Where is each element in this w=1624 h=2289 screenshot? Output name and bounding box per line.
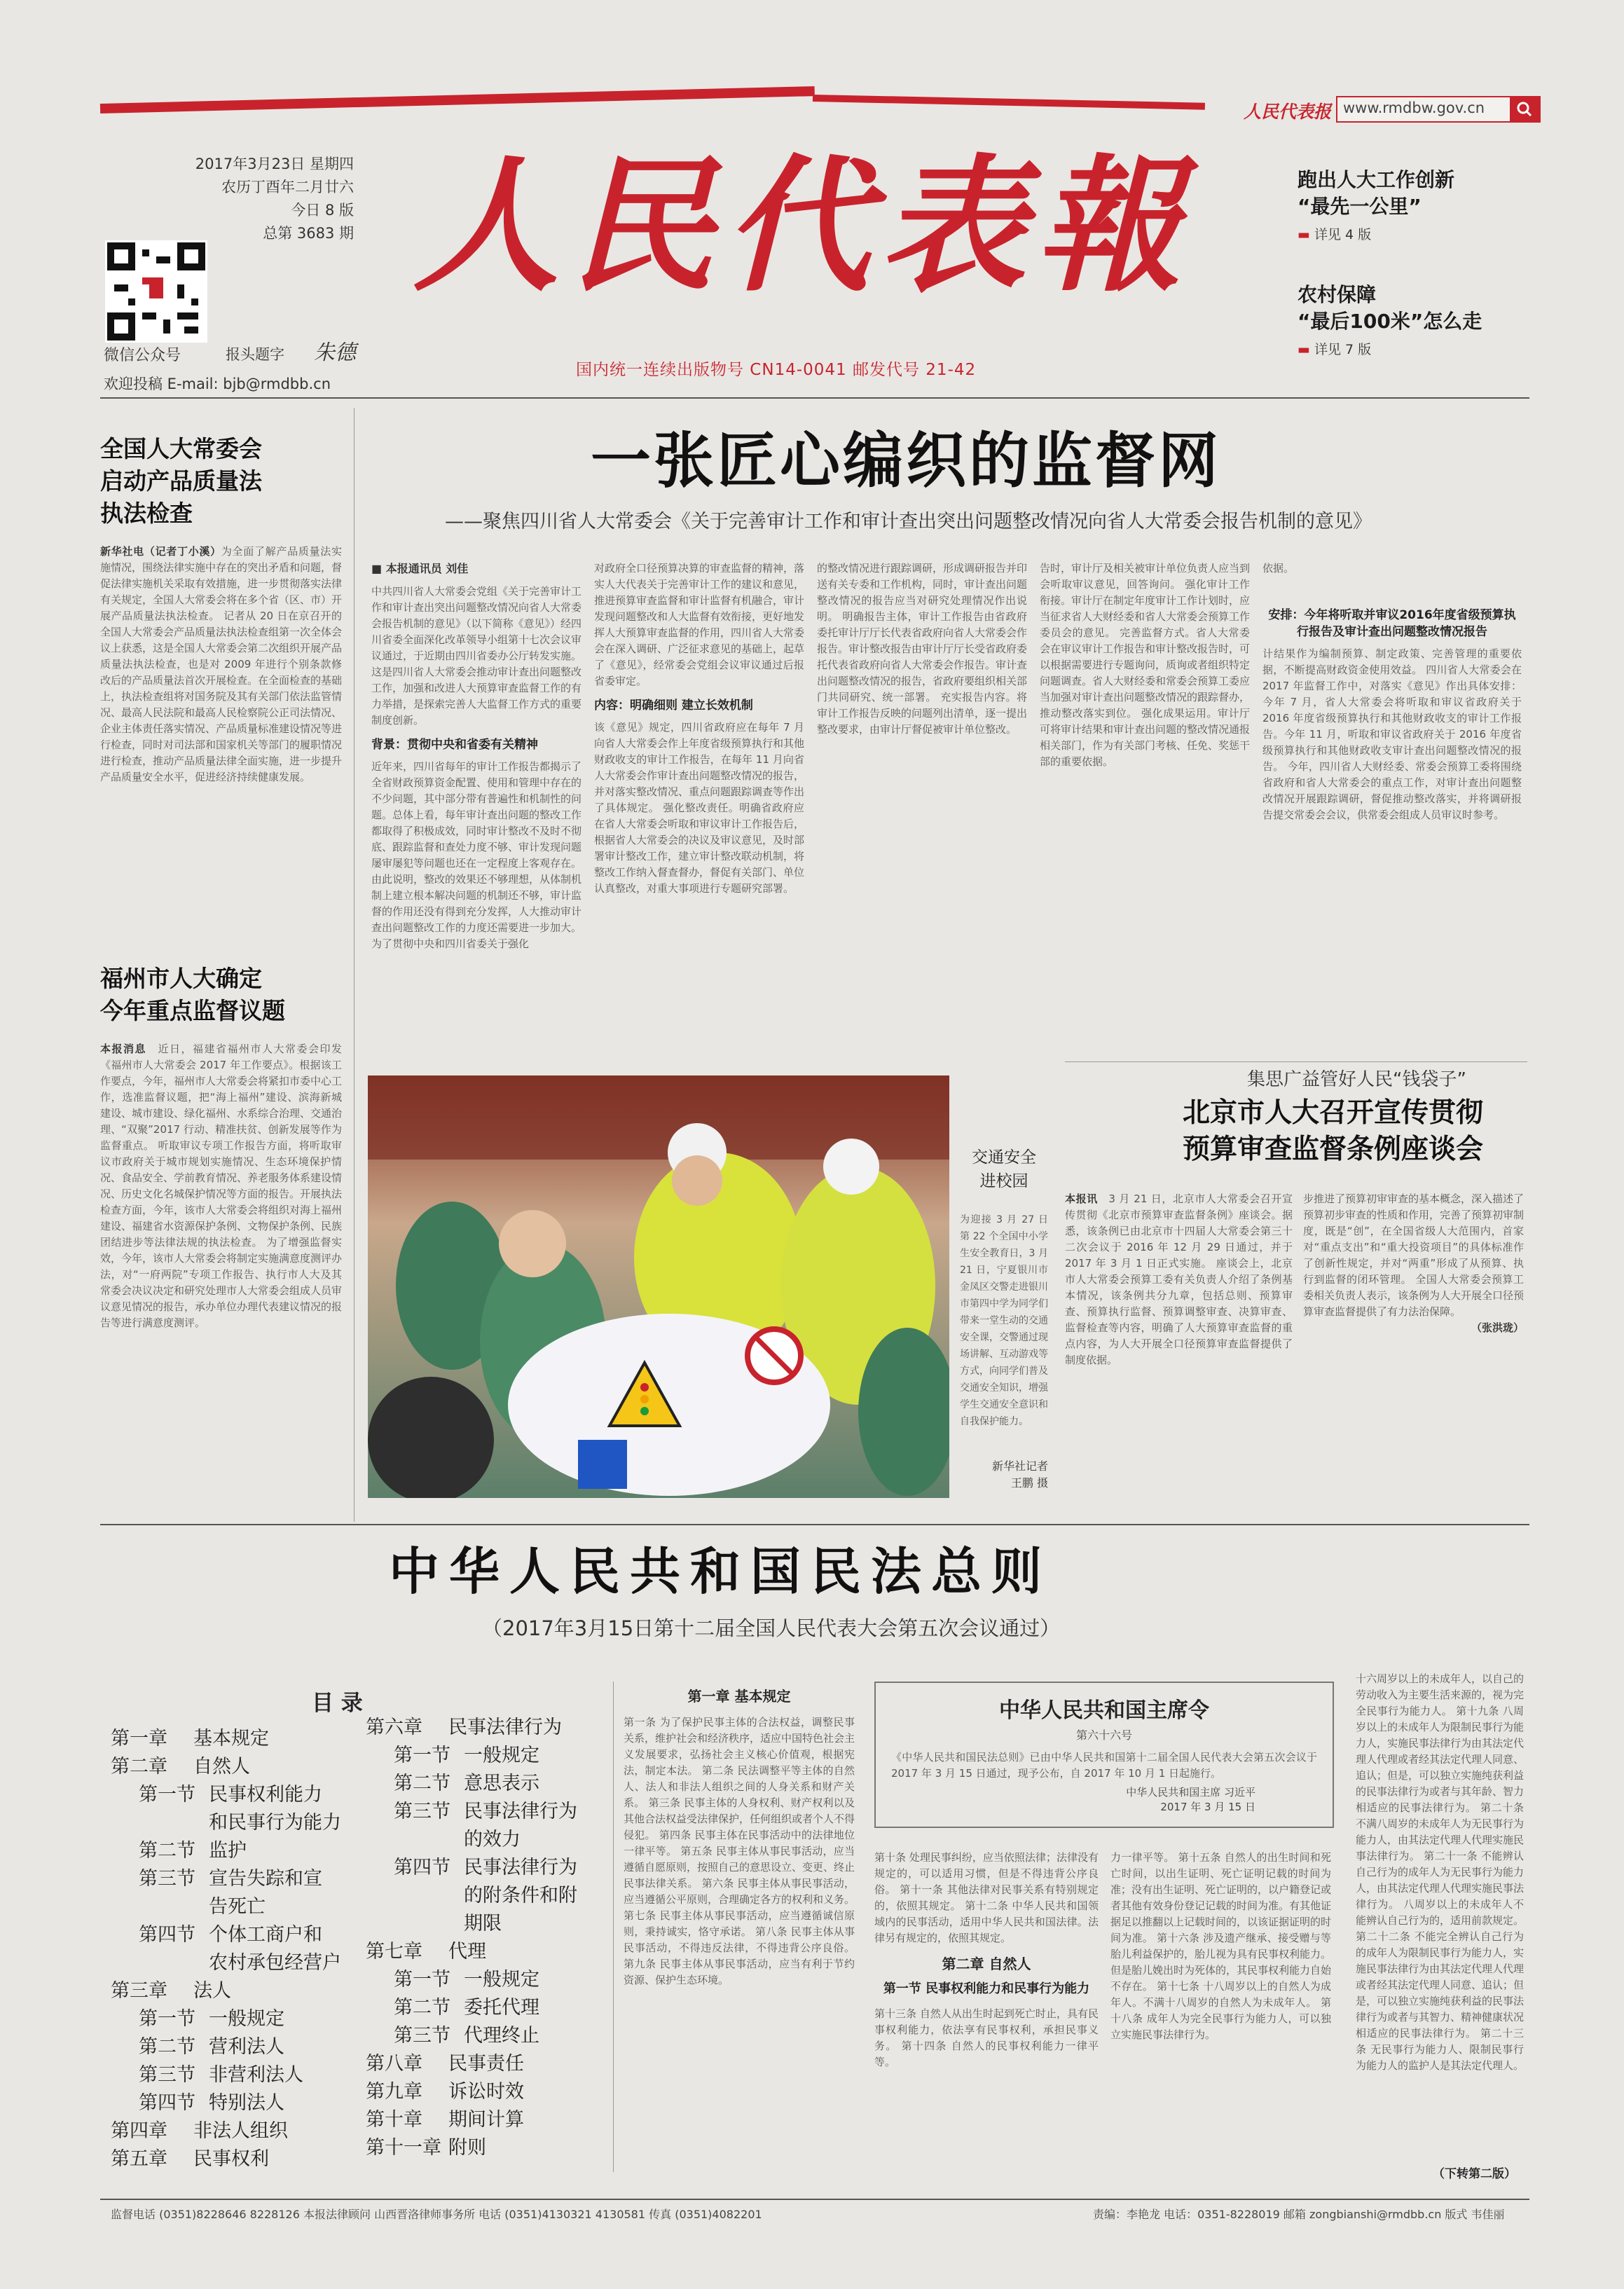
lead-col-4-text: 告时，审计厅及相关被审计单位负责人应当到会听取审议意见，回答询问。 强化审计工作衔接。审计厅在制定年度审计工作计划时，应当征求省人大财经委和省人大常委会预算工作委员会的意见。 完善监督方式。省人大常委会在审议审计工作报告和审计整改报告时，可以根据需要进行专题询问，质询或者组织特定问题调查。省人大财经委和常委会预算工委应当加强对审计查出问题整改情况的跟踪督办，推动整改落实到位。 强化成果运用。审计厅可将审计结果和审计查出问题的整改情况通报相关部门，作为有关部门考核、任免、奖惩干部的重要依据。: [1040, 562, 1250, 768]
toc-entry-title: 的附条件和附: [464, 1885, 577, 1906]
toc-entry-number: 第三节: [394, 2025, 450, 2047]
toc-entry[interactable]: [111, 1753, 349, 1781]
toc-entry-number: 第三节: [394, 1801, 450, 1822]
toc-entry[interactable]: [111, 1837, 349, 1865]
toc-entry[interactable]: [366, 1714, 604, 1742]
toc-entry-number: 第四章: [111, 2120, 167, 2142]
lead-col-1-text: 中共四川省人大常委会党组《关于完善审计工作和审计查出突出问题整改情况向省人大常委会报告机制的意见》（以下简称《意见》）经四川省委全面深化改革领导小组第十七次会议审议通过，于近期由四川省委办公厅转发实施。这是四川省人大常委会推动审计查出问题整改工作，加强和改进人大预算审查监督工作的有力举措，是探索完善人大监督工作方式的重要制度创新。: [371, 585, 582, 727]
toc-column-2: [366, 1714, 604, 2162]
presidential-order-box: [874, 1682, 1334, 1828]
lead-col-1: [371, 561, 582, 1051]
law-col-5-text: 十六周岁以上的未成年人，以自己的劳动收入为主要生活来源的，视为完全民事行为能力人。 第十九条 八周岁以上的未成年人为限制民事行为能力人，实施民事法律行为由其法定代理人代理或者经其法定代理人同意、追认；但是，可以独立实施纯获利益的民事法律行为或者与其年龄、智力相适应的民事法律行为。 第二十条 不满八周岁的未成年人为无民事行为能力人，由其法定代理人代理实施民事法律行为。 第二十一条 不能辨认自己行为的成年人为无民事行为能力人，由其法定代理人代理实施民事法律行为。 八周岁以上的未成年人不能辨认自己行为的，适用前款规定。 第二十二条 不能完全辨认自己行为的成年人为限制民事行为能力人，实施民事法律行为由其法定代理人代理或者经其法定代理人同意、追认；但是，可以独立实施纯获利益的民事法律行为或者与其智力、精神健康状况相适应的民事法律行为。 第二十三条 无民事行为能力人、限制民事行为能力人的监护人是其法定代理人。: [1356, 1672, 1524, 2072]
toc-entry-title: 非营利法人: [209, 2064, 303, 2086]
law-subtitle: （2017年3月15日第十二届全国人民代表大会第五次会议通过）: [482, 1616, 1061, 1640]
masthead-divider: [100, 397, 1529, 399]
toc-entry-title: 个体工商户和: [209, 1924, 322, 1946]
toc-entry-number: 第四节: [139, 2092, 195, 2114]
wechat-qr-code[interactable]: [105, 240, 207, 343]
chapter-1-heading: 第一章 基本规定: [687, 1689, 791, 1705]
toc-entry-title: 民事法律行为: [464, 1801, 577, 1822]
law-col-5: [1356, 1671, 1524, 2161]
lead-subsection-arrangement: 安排：今年将听取并审议2016年度省级预算执行报告及审计查出问题整改情况报告: [1268, 608, 1516, 639]
newspaper-title: 人民代表報: [413, 141, 1191, 312]
footer-contacts: 监督电话 (0351)8228646 8228126 本报法律顾问 山西晋洛律师事务所 电话 (0351)4130321 4130581 传真 (0351)4082201: [111, 2208, 762, 2221]
left-column-rule: [354, 408, 355, 1522]
toc-entry-title: 代理: [448, 1941, 486, 1963]
toc-entry-number: 第六章: [366, 1717, 422, 1738]
footer-rule: [100, 2199, 1529, 2200]
toc-entry-title: 意思表示: [464, 1773, 539, 1794]
law-col-3: [874, 1850, 1099, 2165]
teaser-2-title: 农村保障 “最后100米”怎么走: [1298, 283, 1482, 333]
toc-entry[interactable]: [366, 1742, 604, 1770]
toc-entry[interactable]: [366, 1770, 604, 1798]
lead-col-1b-text: 近年来，四川省每年的审计工作报告都揭示了全省财政预算资金配置、使用和管理中存在的不少问题，其中部分带有普遍性和机制性的问题。总体上看，每年审计查出问题的整改工作都取得了积极成效，同时审计整改不及时不彻底、跟踪监督和查处力度不够、审计发现问题屡审屡犯等问题也还在一定程度上客观存在。由此说明，整改的效果还不够理想，从体制机制上建立根本解决问题的机制还不够，审计监督的作用还没有得到充分发挥，人大推动审计查出问题整改工作的力度还需要进一步加大。 为了贯彻中央和四川省委关于强化: [371, 760, 582, 950]
story-2-body: [100, 1041, 342, 1504]
footer-editor: 责编：李艳龙 电话：0351-8228019 邮箱 zongbianshi@rmdbb.cn 版式 韦佳丽: [1093, 2208, 1505, 2221]
toc-column-1: [111, 1725, 349, 2173]
story-1-body: [100, 544, 342, 936]
toc-entry[interactable]: [111, 2117, 349, 2145]
toc-entry-number: 第一节: [139, 1784, 195, 1806]
lead-col-2-text: 对政府全口径预算决算的审查监督的精神，落实人大代表关于完善审计工作的建议和意见，推进预算审查监督和审计监督有机融合，审计发现问题整改和人大监督有效衔接，更好地发挥人大预算审查监督的作用，四川省人大常委会在深入调研、广泛征求意见的基础上，起草了《意见》，经常委会党组会议审议通过后报省委审定。: [594, 562, 804, 687]
lead-byline: ■ 本报通讯员 刘佳: [371, 562, 469, 575]
toc-entry[interactable]: [111, 2145, 349, 2173]
toc-entry[interactable]: [111, 2033, 349, 2061]
story-1-byline: 新华社电（记者丁小溪）: [100, 545, 221, 558]
toc-entry-number: 第一节: [139, 2008, 195, 2030]
lead-col-2: [594, 561, 804, 1051]
law-col-3-text: 第十条 处理民事纠纷，应当依照法律；法律没有规定的，可以适用习惯，但是不得违背公序良俗。 第十一条 其他法律对民事关系有特别规定的，依照其规定。 第十二条 中华人民共和国领域内的民事活动，适用中华人民共和国法律。法律另有规定的，依照其规定。: [874, 1851, 1099, 1944]
toc-entry-title: 告死亡: [209, 1896, 266, 1918]
contact-email: 欢迎投稿 E-mail: bjb@rmdbb.cn: [104, 376, 331, 392]
toc-entry[interactable]: [111, 1809, 349, 1837]
beijing-col-2: [1303, 1191, 1524, 1492]
toc-entry[interactable]: [111, 1725, 349, 1753]
toc-entry-title: 营利法人: [209, 2036, 284, 2058]
toc-entry-title: 民事责任: [448, 2053, 524, 2075]
order-text: 《中华人民共和国民法总则》已由中华人民共和国第十二届全国人民代表大会第五次会议于 2017 年 3 月 15 日通过，现予公布，自 2017 年 10 月 1 日起施行。: [891, 1751, 1317, 1780]
lead-col-5: [1262, 561, 1522, 1051]
toc-entry-number: 第三节: [139, 2064, 195, 2086]
toc-entry-number: 第一章: [111, 1728, 167, 1750]
toc-rule: [613, 1682, 614, 2172]
chapter-2-heading: 第二章 自然人: [942, 1955, 1031, 1972]
teaser-1-ref: ▬ 详见 4 版: [1298, 227, 1372, 242]
toc-entry-title: 农村承包经营户: [209, 1952, 341, 1974]
order-number: 第六十六号: [1075, 1728, 1132, 1742]
toc-entry-title: 民事权利: [193, 2148, 269, 2170]
masthead-red-rule-right: [813, 95, 1205, 110]
lead-col-5-text-a: 依据。: [1262, 562, 1295, 575]
toc-entry-number: 第四节: [394, 1857, 450, 1878]
toc-entry[interactable]: [366, 1882, 604, 1910]
toc-entry[interactable]: [366, 1798, 604, 1826]
toc-entry-number: 第一节: [394, 1969, 450, 1991]
toc-entry-title: 民事法律行为: [464, 1857, 577, 1878]
toc-entry-number: 第十章: [366, 2109, 422, 2131]
law-col-3-text-2: 第十三条 自然人从出生时起到死亡时止，具有民事权利能力，依法享有民事权利，承担民事义务。 第十四条 自然人的民事权利能力一律平等。: [874, 2007, 1099, 2068]
toc-entry[interactable]: [111, 2089, 349, 2117]
teaser-1[interactable]: [1298, 167, 1522, 243]
toc-entry[interactable]: [111, 1893, 349, 1921]
site-url: www.rmdbw.gov.cn: [1343, 99, 1485, 116]
issue-date: [175, 153, 354, 245]
toc-entry[interactable]: [366, 2078, 604, 2106]
toc-entry[interactable]: [366, 1994, 604, 2022]
toc-entry-title: 监护: [209, 1840, 247, 1862]
story-1-title[interactable]: 全国人大常委会 启动产品质量法 执法检查: [100, 435, 262, 527]
story-2-text: 近日，福建省福州市人大常委会印发《福州市人大常委会 2017 年工作要点》。根据该工作要点，今年，福州市人大常委会将紧扣市委中心工作，选准监督议题，把“海上福州”建设、滨海新城建设、城市建设、绿化福州、水系综合治理、交通治理、“双聚”2017 行动、精准扶贫、创新发展等作为监督重点。 听取审议专项工作报告方面，将听取审议市政府关于城市规划实施情况、生态环境保护情况、食品安全、学前教育情况、养老服务体系建设情况、历史文化名城保护情况等方面的报告。开展执法检查方面，今年，该市人大常委会将组织对海上福州建设、福建省水资源保护条例、文物保护条例、民族团结进步等法律法规的执法检查。 为了增强监督实效，今年，该市人大常委会将制定实施满意度测评办法，对“一府两院”专项工作报告、执行市人大及其常委会决议决定和研究处理市人大常委会组成人员审议意见情况的报告，承办单位办理代表建议情况的报告等进行满意度测评。: [100, 1043, 342, 1329]
serial-number: 总第 3683 期: [263, 225, 354, 242]
toc-entry-title: 诉讼时效: [448, 2081, 524, 2103]
beijing-headline[interactable]: 北京市人大召开宣传贯彻 预算审查监督条例座谈会: [1183, 1097, 1484, 1165]
toc-entry-number: 第五章: [111, 2148, 167, 2170]
lead-col-2b-text: 该《意见》规定，四川省政府应在每年 7 月向省人大常委会作上年度省级预算执行和其他财政收支的审计工作报告，在每年 11 月向省人大常委会作审计查出问题整改情况的报告，并对落实整改情况、重点问题跟踪调查等作出了具体规定。 强化整改责任。明确省政府应在省人大常委会听取和审议审计工作报告后，根据省人大常委会的决议及审议意见，及时部署审计整改工作，建立审计整改联动机制，将整改工作纳入督查督办，督促有关部门、单位认真整改，对重大事项进行专题研究部署。: [594, 721, 804, 895]
inscription-label: 报头题字: [226, 346, 284, 363]
photo-credit: 新华社记者 王鹏 摄: [991, 1459, 1048, 1490]
toc-entry-title: 自然人: [193, 1756, 250, 1778]
toc-entry-number: 第十一章: [366, 2137, 441, 2159]
toc-entry[interactable]: [366, 1966, 604, 1994]
toc-entry-title: 民事法律行为: [448, 1717, 562, 1738]
toc-entry-title: 非法人组织: [193, 2120, 288, 2142]
site-url-box[interactable]: [1336, 96, 1541, 123]
story-1-text: 为全面了解产品质量法实施情况，围绕法律实施中存在的突出矛盾和问题，督促法律实施机关采取有效措施，进一步贯彻落实法律有关规定，全国人大常委会将在多个省（区、市）开展产品质量法执法检查。 记者从 20 日在京召开的全国人大常委会产品质量法执法检查组第一次全体会议上获悉，这是全国人大常委会第二次组织开展产品质量法执法检查，也是对 2009 年进行个别条款修改后的产品质量法首次开展检查。在全面检查的基础上，执法检查组将对国务院及其有关部门依法监管情况、最高人民法院和最高人民检察院公正司法情况、企业主体责任落实情况、产品质量标准建设情况等进行检查，同时对司法部和国家机关等部门的履职情况进行检查，推动产品质量法律全面实施，进一步提升产品质量安全水平，促进经济持续健康发展。: [100, 545, 342, 783]
chapter-1-text: 第一条 为了保护民事主体的合法权益，调整民事关系，维护社会和经济秩序，适应中国特色社会主义发展要求，弘扬社会主义核心价值观，根据宪法，制定本法。 第二条 民法调整平等主体的自然人、法人和非法人组织之间的人身关系和财产关系。 第三条 民事主体的人身权利、财产权利以及其他合法权益受法律保护，任何组织或者个人不得侵犯。 第四条 民事主体在民事活动中的法律地位一律平等。 第五条 民事主体从事民事活动，应当遵循自愿原则，按照自己的意思设立、变更、终止民事法律关系。 第六条 民事主体从事民事活动，应当遵循公平原则，合理确定各方的权利和义务。 第七条 民事主体从事民事活动，应当遵循诚信原则，秉持诚实，恪守承诺。 第八条 民事主体从事民事活动，不得违反法律，不得违背公序良俗。 第九条 民事主体从事民事活动，应当有利于节约资源、保护生态环境。: [624, 1716, 855, 1986]
order-title: 中华人民共和国主席令: [999, 1698, 1209, 1723]
toc-entry-title: 和民事行为能力: [209, 1812, 341, 1834]
toc-entry-title: 一般规定: [209, 2008, 284, 2030]
beijing-text-1: 3 月 21 日，北京市人大常委会召开宣传贯彻《北京市预算审查监督条例》座谈会。据悉，该条例已由北京市十四届人大常委会第三十二次会议于 2016 年 12 月 29 日通过，并于 2017 年 3 月 1 日正式实施。 座谈会上，北京市人大常委会预算工委有关负责人介绍了条例基本情况，该条例共分九章，包括总则、预算审查、预算执行监督、预算调整审查、决算审查、监督检查等内容，明确了人大预算审查监督的重点内容，为人大开展全口径预算审查监督提供了制度依据。: [1065, 1192, 1293, 1366]
toc-entry-title: 民事权利能力: [209, 1784, 322, 1806]
law-col-4: [1110, 1850, 1331, 2165]
story-2-byline: 本报消息: [100, 1043, 146, 1055]
toc-entry-title: 附则: [448, 2137, 486, 2159]
toc-entry-number: 第三章: [111, 1980, 167, 2002]
continued-note[interactable]: （下转第二版）: [1433, 2167, 1516, 2181]
order-signature: 中华人民共和国主席 习近平: [1126, 1786, 1255, 1799]
law-col-4-text: 力一律平等。 第十五条 自然人的出生时间和死亡时间，以出生证明、死亡证明记载的时间为准；没有出生证明、死亡证明的，以户籍登记或者其他有效身份登记记载的时间为准。有其他证据足以推翻以上记载时间的，以该证据证明的时间为准。 第十六条 涉及遗产继承、接受赠与等胎儿利益保护的，胎儿视为具有民事权利能力。但是胎儿娩出时为死体的，其民事权利能力自始不存在。 第十七条 十八周岁以上的自然人为成年人。不满十八周岁的自然人为未成年人。 第十八条 成年人为完全民事行为能力人，可以独立实施民事法律行为。: [1110, 1851, 1331, 2041]
toc-entry[interactable]: [366, 2134, 604, 2162]
toc-entry[interactable]: [111, 2061, 349, 2089]
toc-entry[interactable]: [366, 1910, 604, 1938]
story-2-title[interactable]: 福州市人大确定 今年重点监督议题: [100, 965, 285, 1024]
toc-entry-title: 期限: [464, 1913, 502, 1934]
lead-col-4: [1040, 561, 1250, 1051]
beijing-top-rule: [1065, 1061, 1527, 1062]
toc-entry-number: 第九章: [366, 2081, 422, 2103]
lead-headline[interactable]: 一张匠心编织的监督网: [591, 426, 1221, 496]
teaser-2[interactable]: [1298, 282, 1522, 358]
section-1-heading: 第一节 民事权利能力和民事行为能力: [883, 1981, 1090, 1996]
date-line: 2017年3月23日 星期四: [195, 156, 354, 172]
lower-section-rule: [100, 1524, 1529, 1525]
small-brand-logo: 人民代表报: [1244, 102, 1332, 122]
toc-entry[interactable]: [111, 1977, 349, 2005]
page-count: 今日 8 版: [291, 202, 354, 219]
lunar-date: 农历丁酉年二月廿六: [221, 179, 354, 195]
toc-entry[interactable]: [111, 1921, 349, 1949]
toc-entry-title: 期间计算: [448, 2109, 524, 2131]
toc-entry-number: 第一节: [394, 1745, 450, 1766]
toc-entry[interactable]: [366, 1854, 604, 1882]
left-column: [100, 408, 342, 1522]
photo-caption: [960, 1146, 1048, 1492]
toc-title: 目 录: [312, 1691, 363, 1716]
photo-caption-title: 交通安全 进校园: [972, 1148, 1036, 1190]
toc-entry-number: 第二章: [111, 1756, 167, 1778]
beijing-signature: （张洪珑）: [1471, 1321, 1524, 1334]
beijing-text-2: 步推进了预算初审审查的基本概念，深入描述了预算初步审查的性质和作用，完善了预算初审制度，既是“创”，在全国省级人大范围内，首家对“重点支出”和“重大投资项目”的具体标准作了创新性规定，并对“两重”形成了从预算、执行到监督的闭环管理。 全国人大常委会预算工委相关负责人表示，该条例为人大开展全口径预算审查监督提供了有力法治保障。: [1303, 1192, 1524, 1318]
toc-entry[interactable]: [366, 1826, 604, 1854]
lead-subhead: ——聚焦四川省人大常委会《关于完善审计工作和审计查出突出问题整改情况向省人大常委会报告机制的意见》: [445, 511, 1372, 532]
publication-number: 国内统一连续出版物号 CN14-0041 邮发代号 21-42: [576, 361, 977, 379]
lead-subsection-background: 背景：贯彻中央和省委有关精神: [371, 738, 538, 752]
toc-entry[interactable]: [366, 2106, 604, 2134]
teaser-2-ref: ▬ 详见 7 版: [1298, 342, 1372, 357]
lead-subsection-content: 内容：明确细则 建立长效机制: [594, 699, 753, 713]
toc-entry[interactable]: [111, 1865, 349, 1893]
lead-col-3-text: 的整改情况进行跟踪调研，形成调研报告并印送有关专委和工作机构，同时，审计查出问题整改情况的报告应当对研究处理情况作出说明。 明确报告主体，审计工作报告由省政府委托审计厅厅长代表省政府向省人大常委会作报告。审计整改报告由审计厅厅长受省政府委托代表省政府向省人大常委会作报告。审计查出问题整改情况的报告，省政府要组织相关部门共同研究、统一部署。 充实报告内容。将审计工作报告反映的问题列出清单，逐一提出整改要求，由审计厅督促被审计单位整改。: [817, 562, 1027, 736]
toc-entry-title: 代理终止: [464, 2025, 539, 2047]
order-date: 2017 年 3 月 15 日: [1160, 1801, 1255, 1813]
search-icon[interactable]: [1510, 97, 1539, 121]
toc-entry[interactable]: [366, 2050, 604, 2078]
toc-entry-title: 一般规定: [464, 1745, 539, 1766]
toc-entry-number: 第二节: [139, 1840, 195, 1862]
beijing-byline: 本报讯: [1065, 1192, 1098, 1205]
toc-entry-title: 特别法人: [209, 2092, 284, 2114]
toc-entry-title: 基本规定: [193, 1728, 269, 1750]
toc-entry[interactable]: [366, 1938, 604, 1966]
toc-entry-number: 第二节: [394, 1997, 450, 2019]
toc-entry-title: 宣告失踪和宣: [209, 1868, 322, 1890]
toc-entry-number: 第二节: [139, 2036, 195, 2058]
inscription-signature: 朱德: [314, 341, 356, 365]
beijing-col-1: [1065, 1191, 1293, 1492]
toc-entry-title: 法人: [193, 1980, 231, 2002]
toc-entry[interactable]: [111, 1949, 349, 1977]
masthead-red-rule: [100, 86, 815, 114]
toc-entry-number: 第八章: [366, 2053, 422, 2075]
toc-entry-number: 第七章: [366, 1941, 422, 1963]
law-title[interactable]: 中华人民共和国民法总则: [389, 1542, 1052, 1601]
traffic-safety-photo[interactable]: [368, 1075, 949, 1498]
toc-entry[interactable]: [366, 2022, 604, 2050]
lead-col-5-text: 计结果作为编制预算、制定政策、完善管理的重要依据，不断提高财政资金使用效益。 四川省人大常委会在 2017 年监督工作中，对落实《意见》作出具体安排：今年 7 月，省人大常委会将听取和审议省政府关于 2016 年度省级预算执行和其他财政收支的审计工作报告。今年 11 月，听取和审议省政府关于 2016 年度省级预算执行和其他财政收支审计查出问题整改情况的报告。 今年，四川省人大财经委、常委会预算工委将围绕省政府和省人大常委会的重点工作，对审计查出问题整改情况开展跟踪调研，督促推动整改落实，并将调研报告提交常委会会议，供常委会组成人员审议时参考。: [1262, 647, 1522, 821]
toc-entry-number: 第二节: [394, 1773, 450, 1794]
toc-entry-title: 委托代理: [464, 1997, 539, 2019]
photo-caption-text: 为迎接 3 月 27 日第 22 个全国中小学生安全教育日，3 月 21 日，宁夏银川市金凤区交警走进银川市第四中学为同学们带来一堂生动的交通安全课，交警通过现场讲解、互动游戏等方式，向同学们普及交通安全知识，增强学生交通安全意识和自我保护能力。: [960, 1214, 1048, 1427]
law-col-1: [624, 1689, 855, 2172]
toc-entry-number: 第四节: [139, 1924, 195, 1946]
beijing-kicker: 集思广益管好人民“钱袋子”: [1247, 1069, 1466, 1090]
toc-entry-title: 一般规定: [464, 1969, 539, 1991]
qr-label: 微信公众号: [104, 347, 181, 364]
toc-entry[interactable]: [111, 2005, 349, 2033]
lead-col-3: [817, 561, 1027, 1051]
toc-entry-number: 第三节: [139, 1868, 195, 1890]
toc-entry-title: 的效力: [464, 1829, 521, 1850]
toc-entry[interactable]: [111, 1781, 349, 1809]
teaser-1-title: 跑出人大工作创新 “最先一公里”: [1298, 168, 1455, 218]
